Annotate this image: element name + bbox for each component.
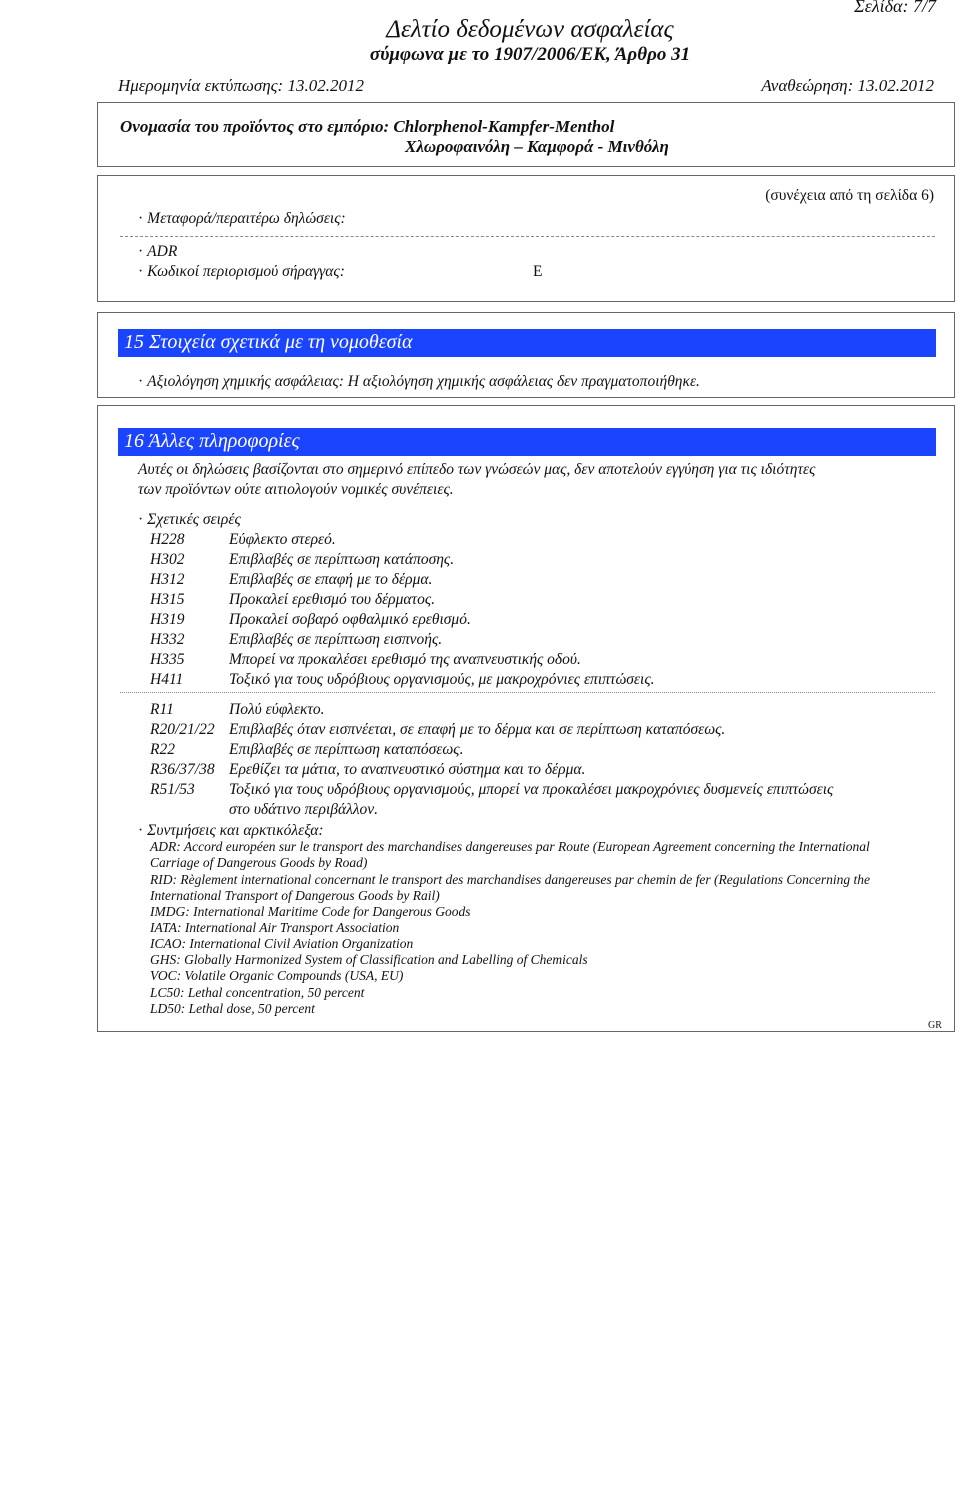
h-phrase-code: H335: [150, 651, 185, 668]
adr-label: [138, 243, 177, 261]
country-code: GR: [928, 1020, 942, 1031]
transport-heading-text: Μεταφορά/περαιτέρω δηλώσεις:: [147, 210, 346, 227]
abbreviation-line: LD50: Lethal dose, 50 percent: [150, 1001, 315, 1016]
dashed-separator: [120, 236, 935, 237]
r-phrase-text: Τοξικό για τους υδρόβιους οργανισμούς, μπορεί να προκαλέσει μακροχρόνιες δυσμενείς επιπτώσεις: [229, 781, 834, 798]
assessment-label: Αξιολόγηση χημικής ασφάλειας:: [147, 373, 344, 390]
bullet-dot: ·: [138, 243, 144, 260]
section15-title: 15 Στοιχεία σχετικά με τη νομοθεσία: [118, 329, 936, 357]
abbreviation-line: Carriage of Dangerous Goods by Road): [150, 855, 368, 870]
h-phrase-code: H332: [150, 631, 185, 648]
h-phrase-text: Εύφλεκτο στερεό.: [229, 531, 336, 548]
h-phrase-text: Επιβλαβές σε περίπτωση κατάποσης.: [229, 551, 455, 568]
bullet-dot: ·: [138, 373, 144, 390]
abbreviation-line: IATA: International Air Transport Association: [150, 920, 400, 935]
product-name-line2: Χλωροφαινόλη – Καμφορά - Μινθόλη: [405, 137, 669, 156]
abbreviation-line: RID: Règlement international concernant le transport des marchandises dangereuses par chemin de fer (Regulations Concerning the: [150, 872, 870, 887]
abbreviation-line: ADR: Accord européen sur le transport des marchandises dangereuses par Route (European Agreement concerning the International: [150, 839, 870, 854]
tunnel-code-value: E: [533, 263, 543, 280]
h-phrase-text: Επιβλαβές σε περίπτωση εισπνοής.: [229, 631, 443, 648]
abbreviations-heading: [138, 822, 324, 840]
bullet-dot: ·: [138, 210, 144, 227]
h-phrase-code: H302: [150, 551, 185, 568]
r-phrase-code: R51/53: [150, 781, 195, 798]
revision-date: Αναθεώρηση: 13.02.2012: [761, 76, 934, 95]
tunnel-code-text: Κωδικοί περιορισμού σήραγγας:: [147, 263, 345, 280]
abbreviations-text: Συντμήσεις και αρκτικόλεξα:: [147, 822, 324, 839]
bullet-dot: ·: [138, 822, 144, 839]
continued-note: (συνέχεια από τη σελίδα 6): [765, 187, 934, 204]
print-date: Ημερομηνία εκτύπωσης: 13.02.2012: [118, 76, 364, 95]
document-subtitle: σύμφωνα με το 1907/2006/ΕΚ, Άρθρο 31: [369, 44, 691, 65]
h-phrase-text: Επιβλαβές σε επαφή με το δέρμα.: [229, 571, 433, 588]
h-phrase-text: Προκαλεί σοβαρό οφθαλμικό ερεθισμό.: [229, 611, 471, 628]
relevant-phrases-heading: [138, 511, 241, 529]
h-phrase-code: H315: [150, 591, 185, 608]
h-phrase-code: H411: [150, 671, 184, 688]
section16-title: 16 Άλλες πληροφορίες: [118, 428, 936, 456]
r-phrase-text: Πολύ εύφλεκτο.: [229, 701, 325, 718]
abbreviation-line: IMDG: International Maritime Code for Dangerous Goods: [150, 904, 471, 919]
r-phrase-text: Επιβλαβές σε περίπτωση καταπόσεως.: [229, 741, 464, 758]
dotted-separator: [120, 692, 935, 693]
h-phrase-text: Τοξικό για τους υδρόβιους οργανισμούς, με μακροχρόνιες επιπτώσεις.: [229, 671, 655, 688]
r-phrase-text: Επιβλαβές όταν εισπνέεται, σε επαφή με το δέρμα και σε περίπτωση καταπόσεως.: [229, 721, 726, 738]
h-phrase-code: H319: [150, 611, 185, 628]
h-phrase-text: Μπορεί να προκαλέσει ερεθισμό της αναπνευστικής οδού.: [229, 651, 581, 668]
tunnel-code-label: [138, 263, 345, 281]
bullet-dot: ·: [138, 511, 144, 528]
chemical-safety-assessment: [138, 373, 700, 391]
h-phrase-text: Προκαλεί ερεθισμό του δέρματος.: [229, 591, 436, 608]
h-phrase-code: H228: [150, 531, 185, 548]
r-phrase-text-continued: στο υδάτινο περιβάλλον.: [229, 801, 379, 818]
page-number: Σελίδα: 7/7: [854, 0, 936, 16]
abbreviation-line: VOC: Volatile Organic Compounds (USA, EU): [150, 968, 404, 983]
disclaimer-line2: των προϊόντων ούτε αιτιολογούν νομικές συνέπειες.: [138, 481, 454, 498]
r-phrase-code: R20/21/22: [150, 721, 215, 738]
disclaimer-line1: Αυτές οι δηλώσεις βασίζονται στο σημερινό επίπεδο των γνώσεών μας, δεν αποτελούν εγγύηση για τις ιδιότητες: [138, 461, 816, 478]
bullet-dot: ·: [138, 263, 144, 280]
r-phrase-code: R36/37/38: [150, 761, 215, 778]
adr-text: ADR: [147, 243, 178, 260]
abbreviation-line: LC50: Lethal concentration, 50 percent: [150, 985, 365, 1000]
h-phrase-code: H312: [150, 571, 185, 588]
abbreviation-line: ICAO: International Civil Aviation Organization: [150, 936, 414, 951]
assessment-value: Η αξιολόγηση χημικής ασφάλειας δεν πραγματοποιήθηκε.: [347, 373, 700, 390]
abbreviation-line: International Transport of Dangerous Goods by Rail): [150, 888, 440, 903]
r-phrase-code: R11: [150, 701, 174, 718]
document-title: Δελτίο δεδομένων ασφαλείας: [386, 16, 674, 43]
transport-heading: [138, 210, 346, 228]
r-phrase-text: Ερεθίζει τα μάτια, το αναπνευστικό σύστημα και το δέρμα.: [229, 761, 586, 778]
abbreviation-line: GHS: Globally Harmonized System of Classification and Labelling of Chemicals: [150, 952, 588, 967]
relevant-phrases-text: Σχετικές σειρές: [147, 511, 241, 528]
r-phrase-code: R22: [150, 741, 175, 758]
product-name-line1: Ονομασία του προϊόντος στο εμπόριο: Chlorphenol-Kampfer-Menthol: [120, 117, 615, 136]
